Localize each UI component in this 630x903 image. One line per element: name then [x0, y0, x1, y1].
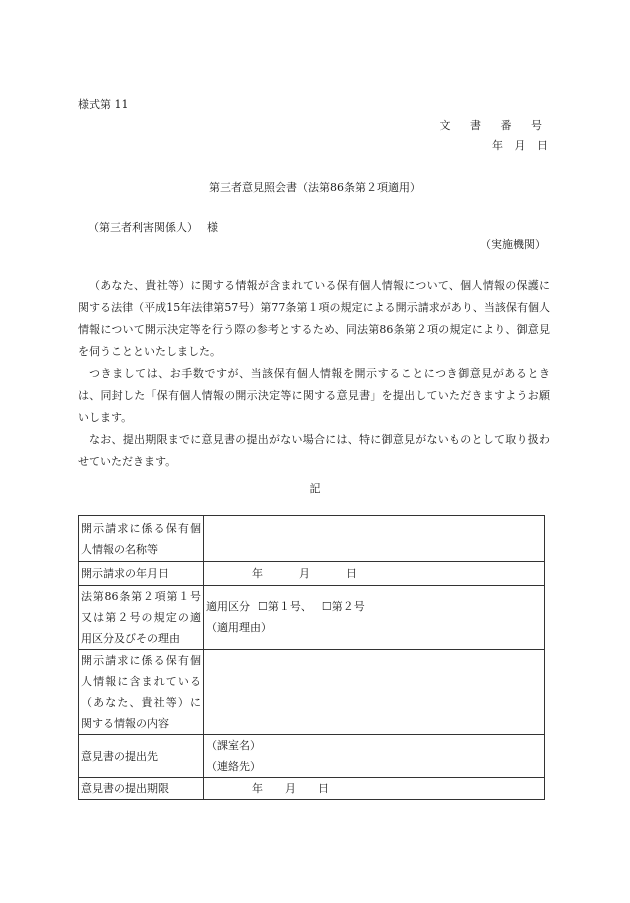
table-row: [79, 778, 545, 800]
document-number: 文 書 番 号: [439, 119, 550, 132]
paragraph-1: （あなた、貴社等）に関する情報が含まれている保有個人情報について、個人情報の保護に関する法律（平成15年法律第57号）第77条第１項の規定による開示請求があり、当該保有個人情報について開示決定等を行う際の参考とするため、同法第86条第２項の規定により、御意見を伺うことといたしました。: [78, 279, 550, 358]
row-label-info-content: 開示請求に係る保有個人情報に含まれている（あなた、貴社等）に関する情報の内容: [79, 650, 204, 735]
row-label-submission-dest: 意見書の提出先: [79, 735, 204, 778]
reason-label: （適用理由）: [206, 621, 272, 634]
value-info-content[interactable]: [204, 650, 545, 735]
honorific: 様: [207, 221, 218, 234]
table-row: [79, 516, 545, 562]
deadline-month-label: 月: [285, 782, 296, 795]
deadline-day-label: 日: [318, 782, 329, 795]
addressee: （第三者利害関係人）: [88, 221, 198, 234]
value-category: [204, 586, 545, 650]
row-label-deadline: 意見書の提出期限: [79, 778, 204, 800]
paragraph-3: なお、提出期限までに意見書の提出がない場合には、特に御意見がないものとして取り扱わせていただきます。: [78, 433, 550, 468]
value-request-date[interactable]: [204, 562, 545, 586]
table-row: [79, 586, 545, 650]
value-submission-dest: [204, 735, 545, 778]
deadline-year-label: 年: [252, 782, 263, 795]
row-label-category: 法第86条第２項第１号又は第２号の規定の適用区分及びその理由: [79, 586, 204, 650]
body-text: [78, 275, 550, 473]
category-label: 適用区分: [206, 600, 250, 613]
table-row: [79, 650, 545, 735]
contact-label: （連絡先）: [206, 760, 261, 773]
date-line: 年 月 日: [492, 139, 552, 152]
table-row: [79, 562, 545, 586]
request-day-label: 日: [346, 567, 357, 580]
agency: （実施機関）: [480, 238, 546, 251]
row-label-info-name: 開示請求に係る保有個人情報の名称等: [79, 516, 204, 562]
detail-table: [78, 515, 545, 800]
request-month-label: 月: [299, 567, 310, 580]
option-item-2-checkbox[interactable]: ☐第２号: [321, 600, 365, 613]
document-title: 第三者意見照会書（法第86条第２項適用）: [209, 181, 421, 194]
value-info-name[interactable]: [204, 516, 545, 562]
request-year-label: 年: [252, 567, 263, 580]
option-item-1-checkbox[interactable]: ☐第１号、: [258, 600, 312, 613]
ki-heading: 記: [309, 482, 321, 495]
value-deadline[interactable]: [204, 778, 545, 800]
table-row: [79, 735, 545, 778]
paragraph-2: つきましては、お手数ですが、当該保有個人情報を開示することにつき御意見があるときは、同封した「保有個人情報の開示決定等に関する意見書」を提出していただきますようお願いします。: [78, 367, 550, 424]
row-label-request-date: 開示請求の年月日: [79, 562, 204, 586]
section-label: （課室名）: [206, 739, 261, 752]
form-number: 様式第 11: [78, 98, 129, 111]
